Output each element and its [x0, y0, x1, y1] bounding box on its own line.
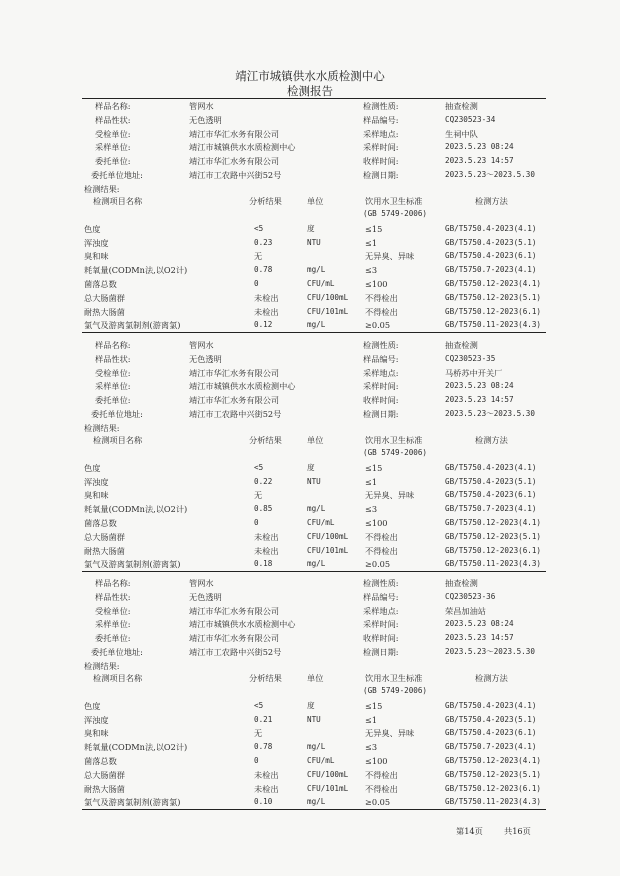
value-sample-no: CQ230523-36	[445, 591, 496, 601]
column-unit: 单位	[307, 672, 324, 683]
value-entrust-address: 靖江市工农路中兴街52号	[189, 647, 282, 657]
item-name: 菌落总数	[84, 756, 117, 766]
label-sampling-unit: 采样单位:	[95, 142, 131, 153]
item-standard: ≤15	[365, 223, 383, 234]
value-sampling-time: 2023.5.23 08:24	[445, 619, 514, 629]
value-sample-name: 管网水	[189, 578, 214, 588]
item-result: 0	[254, 518, 259, 527]
item-result: 0.18	[254, 559, 273, 569]
item-result: 0	[254, 279, 259, 288]
column-item-name: 检测项目名称	[93, 195, 143, 206]
item-unit: mg/L	[307, 504, 326, 514]
label-test-nature: 检测性质:	[363, 340, 399, 350]
item-standard: 不得检出	[365, 769, 398, 780]
item-result: 0.78	[254, 265, 273, 275]
value-receive-time: 2023.5.23 14:57	[445, 156, 514, 166]
item-standard: ≥0.05	[365, 797, 391, 808]
column-unit: 单位	[307, 434, 324, 445]
item-name: 浑浊度	[84, 237, 109, 248]
item-standard: ≤1	[365, 476, 378, 487]
item-standard: ≥0.05	[365, 559, 391, 570]
results-heading: 检测结果:	[84, 660, 120, 671]
item-name: 氯气及游离氯制剂(游离氯)	[84, 559, 181, 570]
label-sample-name: 样品名称:	[95, 578, 131, 588]
label-sample-no: 样品编号:	[363, 591, 399, 602]
item-unit: NTU	[307, 714, 321, 724]
label-sampling-time: 采样时间:	[363, 142, 399, 153]
item-method: GB/T5750.4-2023(6.1)	[445, 490, 537, 500]
item-method: GB/T5750.4-2023(6.1)	[445, 728, 537, 738]
item-standard: ≤1	[365, 714, 378, 725]
page-number: 第14页	[456, 826, 483, 836]
item-method: GB/T5750.4-2023(5.1)	[445, 237, 537, 247]
column-unit: 单位	[307, 195, 324, 206]
label-test-nature: 检测性质:	[363, 578, 399, 588]
item-method: GB/T5750.12-2023(5.1)	[445, 769, 542, 779]
item-standard: ≤15	[365, 462, 383, 473]
value-entrust-address: 靖江市工农路中兴街52号	[189, 170, 282, 180]
item-result: 未检出	[254, 545, 279, 556]
column-result: 分析结果	[249, 434, 282, 445]
value-test-nature: 抽查检测	[445, 578, 478, 588]
item-unit: CFU/mL	[307, 518, 335, 527]
item-name: 耐热大肠菌	[84, 306, 125, 317]
value-sample-property: 无色透明	[189, 353, 222, 364]
item-name: 菌落总数	[84, 279, 117, 289]
results-heading: 检测结果:	[84, 183, 120, 194]
header-rule	[82, 98, 546, 99]
value-client-unit: 靖江市华汇水务有限公司	[189, 367, 280, 378]
column-item-name: 检测项目名称	[93, 434, 143, 445]
item-result: 无	[254, 251, 263, 262]
value-sampling-unit: 靖江市城镇供水水质检测中心	[189, 381, 296, 392]
item-name: 色度	[84, 462, 101, 473]
item-method: GB/T5750.7-2023(4.1)	[445, 504, 537, 514]
item-result: 0.21	[254, 714, 273, 724]
item-standard: ≤100	[365, 756, 388, 766]
item-result: <5	[254, 223, 264, 233]
label-receive-time: 收样时间:	[363, 156, 399, 167]
value-sampling-time: 2023.5.23 08:24	[445, 381, 514, 391]
value-entrust-unit: 靖江市华汇水务有限公司	[189, 156, 280, 167]
label-sampling-unit: 采样单位:	[95, 619, 131, 630]
label-sample-no: 样品编号:	[363, 114, 399, 125]
item-method: GB/T5750.12-2023(6.1)	[445, 545, 542, 555]
item-unit: mg/L	[307, 320, 326, 330]
label-client-unit: 受检单位:	[95, 605, 131, 616]
report-title: 检测报告	[287, 84, 333, 98]
value-test-nature: 抽查检测	[445, 340, 478, 350]
item-standard: ≤3	[365, 742, 378, 753]
results-heading: 检测结果:	[84, 422, 120, 433]
item-standard: ≤15	[365, 700, 383, 711]
item-unit: mg/L	[307, 265, 326, 275]
item-result: 无	[254, 728, 263, 739]
column-method: 检测方法	[475, 672, 508, 683]
label-sampling-place: 采样地点:	[363, 128, 399, 139]
item-standard: 不得检出	[365, 545, 398, 556]
item-result: 未检出	[254, 769, 279, 780]
column-method: 检测方法	[475, 195, 508, 206]
item-method: GB/T5750.12-2023(6.1)	[445, 783, 542, 793]
item-result: 无	[254, 490, 263, 501]
value-test-date: 2023.5.23～2023.5.30	[445, 647, 535, 656]
item-standard: 无异臭、异味	[365, 728, 415, 739]
item-unit: mg/L	[307, 742, 326, 752]
item-result: 未检出	[254, 306, 279, 317]
item-result: 0	[254, 756, 259, 765]
item-unit: CFU/100mL	[307, 531, 349, 541]
value-entrust-unit: 靖江市华汇水务有限公司	[189, 395, 280, 406]
item-standard: ≤3	[365, 265, 378, 276]
item-result: 0.78	[254, 742, 273, 752]
column-result: 分析结果	[249, 672, 282, 683]
value-test-date: 2023.5.23～2023.5.30	[445, 409, 535, 418]
item-standard: ≤3	[365, 504, 378, 515]
item-method: GB/T5750.12-2023(5.1)	[445, 531, 542, 541]
item-method: GB/T5750.4-2023(6.1)	[445, 251, 537, 261]
item-method: GB/T5750.12-2023(4.1)	[445, 518, 542, 527]
item-name: 浑浊度	[84, 714, 109, 725]
block-bottom-rule	[82, 571, 546, 572]
value-sampling-place: 生祠中队	[445, 128, 478, 139]
item-standard: ≥0.05	[365, 320, 391, 331]
item-method: GB/T5750.11-2023(4.3)	[445, 797, 542, 807]
item-name: 氯气及游离氯制剂(游离氯)	[84, 797, 181, 808]
column-standard: 饮用水卫生标准	[365, 195, 423, 206]
item-result: 未检出	[254, 292, 279, 303]
item-method: GB/T5750.4-2023(4.1)	[445, 700, 537, 710]
item-method: GB/T5750.4-2023(4.1)	[445, 223, 537, 233]
label-test-date: 检测日期:	[363, 409, 399, 419]
item-name: 臭和味	[84, 251, 109, 262]
value-sampling-unit: 靖江市城镇供水水质检测中心	[189, 142, 296, 153]
item-unit: CFU/101mL	[307, 783, 349, 793]
item-method: GB/T5750.7-2023(4.1)	[445, 742, 537, 752]
label-sample-no: 样品编号:	[363, 353, 399, 364]
value-entrust-unit: 靖江市华汇水务有限公司	[189, 633, 280, 644]
column-standard-code: (GB 5749-2006)	[363, 685, 428, 695]
item-unit: CFU/101mL	[307, 545, 349, 555]
value-client-unit: 靖江市华汇水务有限公司	[189, 605, 280, 616]
item-unit: 度	[307, 462, 315, 472]
item-unit: 度	[307, 700, 315, 710]
label-sample-name: 样品名称:	[95, 101, 131, 111]
center-name: 靖江市城镇供水水质检测中心	[235, 69, 385, 83]
item-standard: 不得检出	[365, 292, 398, 303]
value-test-date: 2023.5.23～2023.5.30	[445, 170, 535, 179]
block-bottom-rule	[82, 332, 546, 333]
item-method: GB/T5750.4-2023(5.1)	[445, 476, 537, 486]
label-receive-time: 收样时间:	[363, 395, 399, 406]
item-method: GB/T5750.11-2023(4.3)	[445, 559, 542, 569]
item-unit: mg/L	[307, 559, 326, 569]
item-standard: 无异臭、异味	[365, 251, 415, 262]
value-sampling-place: 荣昌加油站	[445, 605, 486, 616]
item-name: 耐热大肠菌	[84, 545, 125, 556]
label-sampling-place: 采样地点:	[363, 605, 399, 616]
item-name: 总大肠菌群	[84, 531, 125, 542]
column-item-name: 检测项目名称	[93, 672, 143, 683]
value-receive-time: 2023.5.23 14:57	[445, 395, 514, 405]
item-result: 0.85	[254, 504, 273, 514]
item-standard: 无异臭、异味	[365, 490, 415, 501]
label-sampling-place: 采样地点:	[363, 367, 399, 378]
label-entrust-address: 委托单位地址:	[91, 170, 143, 180]
item-result: 0.12	[254, 320, 273, 330]
item-method: GB/T5750.12-2023(4.1)	[445, 756, 542, 765]
value-sample-no: CQ230523-34	[445, 114, 496, 124]
page-total: 共16页	[504, 826, 531, 836]
label-client-unit: 受检单位:	[95, 128, 131, 139]
item-result: 0.10	[254, 797, 273, 807]
value-sampling-unit: 靖江市城镇供水水质检测中心	[189, 619, 296, 630]
item-name: 耗氧量(CODMn法,以O2计)	[84, 742, 188, 753]
label-sampling-time: 采样时间:	[363, 381, 399, 392]
item-standard: 不得检出	[365, 306, 398, 317]
item-method: GB/T5750.12-2023(5.1)	[445, 292, 542, 302]
item-name: 菌落总数	[84, 518, 117, 528]
item-unit: mg/L	[307, 797, 326, 807]
item-standard: ≤100	[365, 279, 388, 289]
label-test-date: 检测日期:	[363, 170, 399, 180]
column-standard: 饮用水卫生标准	[365, 434, 423, 445]
item-result: <5	[254, 700, 264, 710]
item-result: 0.22	[254, 476, 273, 486]
label-entrust-address: 委托单位地址:	[91, 409, 143, 419]
label-sample-property: 样品性状:	[95, 353, 131, 364]
label-test-nature: 检测性质:	[363, 101, 399, 111]
label-entrust-unit: 委托单位:	[95, 395, 131, 406]
item-unit: CFU/100mL	[307, 769, 349, 779]
label-entrust-unit: 委托单位:	[95, 633, 131, 644]
item-standard: ≤1	[365, 237, 378, 248]
column-standard-code: (GB 5749-2006)	[363, 208, 428, 218]
column-standard: 饮用水卫生标准	[365, 672, 423, 683]
label-entrust-unit: 委托单位:	[95, 156, 131, 167]
column-standard-code: (GB 5749-2006)	[363, 447, 428, 457]
item-unit: CFU/100mL	[307, 292, 349, 302]
item-result: 未检出	[254, 531, 279, 542]
value-sample-property: 无色透明	[189, 114, 222, 125]
item-method: GB/T5750.12-2023(6.1)	[445, 306, 542, 316]
value-receive-time: 2023.5.23 14:57	[445, 633, 514, 643]
item-name: 臭和味	[84, 490, 109, 501]
value-sampling-time: 2023.5.23 08:24	[445, 142, 514, 152]
column-method: 检测方法	[475, 434, 508, 445]
item-result: 0.23	[254, 237, 273, 247]
label-sampling-unit: 采样单位:	[95, 381, 131, 392]
item-method: GB/T5750.4-2023(5.1)	[445, 714, 537, 724]
item-unit: 度	[307, 223, 315, 233]
label-sample-property: 样品性状:	[95, 114, 131, 125]
item-name: 总大肠菌群	[84, 769, 125, 780]
item-method: GB/T5750.4-2023(4.1)	[445, 462, 537, 472]
item-result: 未检出	[254, 783, 279, 794]
item-unit: CFU/mL	[307, 756, 335, 765]
item-unit: NTU	[307, 476, 321, 486]
label-sample-name: 样品名称:	[95, 340, 131, 350]
item-result: <5	[254, 462, 264, 472]
item-unit: CFU/101mL	[307, 306, 349, 316]
label-client-unit: 受检单位:	[95, 367, 131, 378]
item-unit: NTU	[307, 237, 321, 247]
label-entrust-address: 委托单位地址:	[91, 647, 143, 657]
item-name: 耐热大肠菌	[84, 783, 125, 794]
item-standard: 不得检出	[365, 531, 398, 542]
value-client-unit: 靖江市华汇水务有限公司	[189, 128, 280, 139]
item-name: 耗氧量(CODMn法,以O2计)	[84, 265, 188, 276]
column-result: 分析结果	[249, 195, 282, 206]
item-name: 臭和味	[84, 728, 109, 739]
block-bottom-rule	[82, 809, 546, 810]
item-method: GB/T5750.7-2023(4.1)	[445, 265, 537, 275]
item-name: 氯气及游离氯制剂(游离氯)	[84, 320, 181, 331]
item-name: 色度	[84, 700, 101, 711]
item-standard: ≤100	[365, 518, 388, 528]
value-test-nature: 抽查检测	[445, 101, 478, 111]
value-sample-property: 无色透明	[189, 591, 222, 602]
label-test-date: 检测日期:	[363, 647, 399, 657]
item-name: 色度	[84, 223, 101, 234]
item-standard: 不得检出	[365, 783, 398, 794]
value-sample-no: CQ230523-35	[445, 353, 496, 363]
item-method: GB/T5750.11-2023(4.3)	[445, 320, 542, 330]
value-sample-name: 管网水	[189, 340, 214, 350]
label-sampling-time: 采样时间:	[363, 619, 399, 630]
label-sample-property: 样品性状:	[95, 591, 131, 602]
item-method: GB/T5750.12-2023(4.1)	[445, 279, 542, 288]
item-name: 耗氧量(CODMn法,以O2计)	[84, 504, 188, 515]
item-name: 总大肠菌群	[84, 292, 125, 303]
item-unit: CFU/mL	[307, 279, 335, 288]
value-sample-name: 管网水	[189, 101, 214, 111]
value-entrust-address: 靖江市工农路中兴街52号	[189, 409, 282, 419]
item-name: 浑浊度	[84, 476, 109, 487]
label-receive-time: 收样时间:	[363, 633, 399, 644]
value-sampling-place: 马桥苏中开关厂	[445, 367, 503, 378]
